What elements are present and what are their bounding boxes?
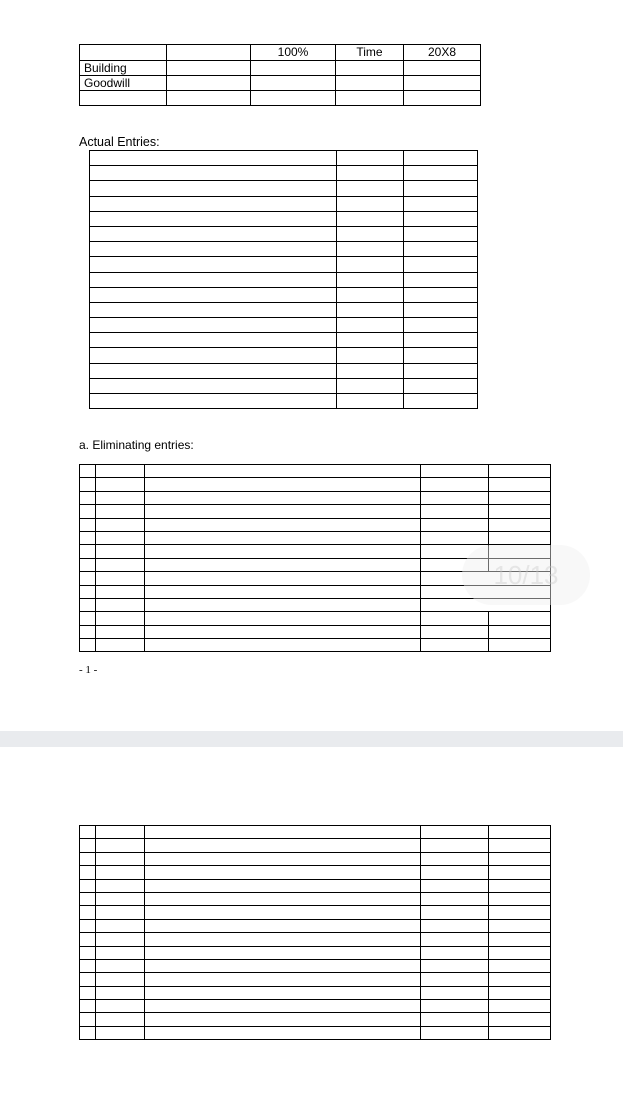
table-cell <box>96 572 145 585</box>
table-cell <box>80 866 96 879</box>
table-cell <box>90 151 337 166</box>
table-cell <box>337 242 404 257</box>
table-row <box>90 257 478 272</box>
header-100-percent: 100% <box>251 45 336 61</box>
table-row <box>90 226 478 241</box>
table-cell <box>80 598 96 611</box>
table-cell <box>145 625 421 638</box>
table-cell <box>404 181 478 196</box>
table-cell <box>421 933 489 946</box>
table-cell <box>404 363 478 378</box>
table-cell <box>90 242 337 257</box>
table-cell <box>145 1013 421 1026</box>
table-cell <box>90 378 337 393</box>
table-cell <box>145 1000 421 1013</box>
table-cell <box>80 933 96 946</box>
table-cell <box>90 257 337 272</box>
table-row <box>80 491 551 504</box>
table-cell <box>96 505 145 518</box>
table-cell <box>421 625 489 638</box>
table-cell <box>421 1000 489 1013</box>
table-cell <box>421 919 489 932</box>
table-cell <box>90 394 337 409</box>
table-cell <box>337 348 404 363</box>
table-cell <box>404 226 478 241</box>
table-row <box>90 272 478 287</box>
table-row <box>90 196 478 211</box>
table-row <box>80 478 551 491</box>
table-cell <box>145 839 421 852</box>
table-cell <box>404 333 478 348</box>
table-cell <box>145 639 421 652</box>
table-cell <box>96 518 145 531</box>
table-cell <box>421 826 489 839</box>
table-cell <box>145 906 421 919</box>
table-cell <box>80 852 96 865</box>
table-row <box>90 287 478 302</box>
table-cell <box>96 531 145 544</box>
table-cell <box>489 986 551 999</box>
table-cell <box>489 826 551 839</box>
table-cell <box>421 959 489 972</box>
table-row <box>80 933 551 946</box>
table-cell <box>96 879 145 892</box>
header-cell-1 <box>80 45 167 61</box>
table-cell <box>404 394 478 409</box>
table-cell <box>489 906 551 919</box>
table-cell <box>90 211 337 226</box>
summary-table <box>79 44 481 106</box>
table-cell <box>145 545 421 558</box>
table-cell <box>80 518 96 531</box>
table-cell <box>90 318 337 333</box>
table-cell <box>96 959 145 972</box>
table-cell <box>90 166 337 181</box>
table-row <box>80 879 551 892</box>
table-row <box>80 826 551 839</box>
table-row <box>80 906 551 919</box>
continued-entries-table <box>79 825 551 1040</box>
table-cell <box>489 879 551 892</box>
table-cell <box>421 531 489 544</box>
table-cell <box>80 491 96 504</box>
table-cell <box>404 287 478 302</box>
table-cell <box>80 839 96 852</box>
table-cell <box>96 1000 145 1013</box>
table-row <box>90 363 478 378</box>
table-cell <box>337 226 404 241</box>
table-cell <box>80 973 96 986</box>
table-cell <box>80 826 96 839</box>
table-row <box>80 465 551 478</box>
table-cell <box>489 959 551 972</box>
table-cell <box>337 287 404 302</box>
table-cell <box>96 919 145 932</box>
table-cell <box>96 946 145 959</box>
row-label-goodwill: Goodwill <box>80 76 167 91</box>
table-cell <box>337 272 404 287</box>
table-cell <box>337 257 404 272</box>
table-cell <box>80 1013 96 1026</box>
table-cell <box>96 839 145 852</box>
table-cell <box>421 1013 489 1026</box>
table-cell <box>145 531 421 544</box>
table-cell <box>404 318 478 333</box>
table-cell <box>145 585 421 598</box>
table-row <box>90 181 478 196</box>
table-cell <box>489 478 551 491</box>
table-cell <box>145 478 421 491</box>
table-row <box>80 1000 551 1013</box>
table-row <box>80 973 551 986</box>
table-cell <box>489 933 551 946</box>
table-cell <box>489 1000 551 1013</box>
table-cell <box>489 505 551 518</box>
table-cell <box>421 866 489 879</box>
table-cell <box>90 348 337 363</box>
table-cell <box>145 946 421 959</box>
table-cell <box>489 852 551 865</box>
table-cell <box>489 625 551 638</box>
table-cell <box>421 892 489 905</box>
table-cell <box>80 585 96 598</box>
table-cell <box>145 933 421 946</box>
table-cell <box>489 491 551 504</box>
table-cell <box>96 986 145 999</box>
table-cell <box>80 959 96 972</box>
table-cell <box>337 166 404 181</box>
table-cell <box>96 639 145 652</box>
table-cell <box>80 545 96 558</box>
table-cell <box>404 257 478 272</box>
table-cell <box>96 973 145 986</box>
table-cell <box>80 505 96 518</box>
table-cell <box>145 518 421 531</box>
table-cell <box>80 625 96 638</box>
table-row <box>80 986 551 999</box>
table-cell <box>489 639 551 652</box>
table-cell <box>80 639 96 652</box>
table-cell <box>90 181 337 196</box>
table-row <box>80 959 551 972</box>
table-cell <box>337 302 404 317</box>
table-cell <box>90 363 337 378</box>
header-time: Time <box>336 45 404 61</box>
table-cell <box>337 394 404 409</box>
table-row <box>80 639 551 652</box>
table-cell <box>404 151 478 166</box>
table-cell <box>145 558 421 571</box>
table-cell <box>96 933 145 946</box>
table-cell <box>337 151 404 166</box>
table-cell <box>421 639 489 652</box>
table-cell <box>404 211 478 226</box>
table-cell <box>80 478 96 491</box>
eliminating-entries-heading: a. Eliminating entries: <box>79 438 194 452</box>
table-cell <box>80 531 96 544</box>
table-row <box>90 378 478 393</box>
table-row <box>80 839 551 852</box>
table-cell <box>96 906 145 919</box>
table-cell <box>421 839 489 852</box>
table-cell <box>145 612 421 625</box>
table-cell <box>421 478 489 491</box>
table-cell <box>96 625 145 638</box>
table-row <box>80 866 551 879</box>
table-cell <box>489 946 551 959</box>
document-page-2 <box>0 747 623 1120</box>
table-row <box>80 1026 551 1039</box>
table-cell <box>421 879 489 892</box>
table-cell <box>489 465 551 478</box>
table-cell <box>90 302 337 317</box>
table-cell <box>404 348 478 363</box>
table-cell <box>145 973 421 986</box>
row-label-building: Building <box>80 61 167 76</box>
table-cell <box>337 318 404 333</box>
table-cell <box>489 892 551 905</box>
table-row <box>80 1013 551 1026</box>
table-row <box>80 946 551 959</box>
header-cell-2 <box>167 45 251 61</box>
table-cell <box>404 302 478 317</box>
table-row <box>90 394 478 409</box>
table-cell <box>145 892 421 905</box>
table-cell <box>96 465 145 478</box>
table-cell <box>80 1026 96 1039</box>
table-row <box>90 151 478 166</box>
table-cell <box>80 892 96 905</box>
page-separator <box>0 731 623 747</box>
table-cell <box>145 959 421 972</box>
table-cell <box>145 465 421 478</box>
table-cell <box>145 919 421 932</box>
table-cell <box>145 986 421 999</box>
table-cell <box>80 465 96 478</box>
table-cell <box>489 612 551 625</box>
table-cell <box>404 242 478 257</box>
table-cell <box>489 518 551 531</box>
table-cell <box>404 378 478 393</box>
table-cell <box>80 558 96 571</box>
table-cell <box>421 612 489 625</box>
table-cell <box>80 919 96 932</box>
table-cell <box>337 196 404 211</box>
header-20x8: 20X8 <box>404 45 481 61</box>
table-cell <box>80 572 96 585</box>
table-cell <box>421 973 489 986</box>
table-row <box>80 518 551 531</box>
table-cell <box>421 491 489 504</box>
table-cell <box>489 866 551 879</box>
table-row <box>90 348 478 363</box>
table-cell <box>421 505 489 518</box>
table-cell <box>90 196 337 211</box>
table-cell <box>96 478 145 491</box>
table-cell <box>421 1026 489 1039</box>
table-cell <box>80 906 96 919</box>
table-cell <box>337 378 404 393</box>
table-cell <box>489 973 551 986</box>
table-cell <box>404 272 478 287</box>
table-row <box>80 852 551 865</box>
table-row <box>90 333 478 348</box>
table-cell <box>96 1026 145 1039</box>
row-label-blank <box>80 91 167 106</box>
table-row <box>90 318 478 333</box>
page-number: - 1 - <box>79 664 98 676</box>
table-cell <box>489 839 551 852</box>
table-cell <box>421 518 489 531</box>
table-cell <box>96 598 145 611</box>
table-cell <box>96 866 145 879</box>
table-cell <box>489 1013 551 1026</box>
table-cell <box>96 558 145 571</box>
table-cell <box>96 892 145 905</box>
table-cell <box>145 826 421 839</box>
table-cell <box>421 906 489 919</box>
table-row <box>90 211 478 226</box>
table-row <box>80 612 551 625</box>
table-cell <box>96 585 145 598</box>
table-cell <box>489 531 551 544</box>
table-cell <box>80 986 96 999</box>
table-cell <box>404 196 478 211</box>
table-cell <box>404 166 478 181</box>
watermark: 10/13 <box>462 545 590 605</box>
table-cell <box>80 1000 96 1013</box>
table-cell <box>96 491 145 504</box>
table-cell <box>337 363 404 378</box>
actual-entries-heading: Actual Entries: <box>79 135 160 149</box>
table-cell <box>96 545 145 558</box>
table-cell <box>489 1026 551 1039</box>
table-cell <box>145 572 421 585</box>
table-cell <box>90 287 337 302</box>
table-cell <box>145 598 421 611</box>
table-cell <box>337 181 404 196</box>
table-cell <box>90 272 337 287</box>
table-cell <box>90 226 337 241</box>
table-cell <box>421 986 489 999</box>
table-cell <box>421 465 489 478</box>
table-cell <box>96 1013 145 1026</box>
table-cell <box>337 211 404 226</box>
table-cell <box>145 491 421 504</box>
table-cell <box>80 879 96 892</box>
table-row <box>80 531 551 544</box>
table-cell <box>90 333 337 348</box>
table-cell <box>80 946 96 959</box>
table-row <box>90 242 478 257</box>
table-cell <box>145 1026 421 1039</box>
table-cell <box>421 852 489 865</box>
table-cell <box>337 333 404 348</box>
table-cell <box>145 879 421 892</box>
table-row <box>80 625 551 638</box>
table-row <box>80 919 551 932</box>
table-cell <box>145 852 421 865</box>
table-cell <box>80 612 96 625</box>
actual-entries-table <box>89 150 478 409</box>
table-cell <box>145 866 421 879</box>
table-row <box>80 892 551 905</box>
table-row <box>90 166 478 181</box>
table-row <box>80 505 551 518</box>
table-cell <box>96 612 145 625</box>
table-cell <box>489 919 551 932</box>
table-cell <box>421 946 489 959</box>
table-cell <box>96 826 145 839</box>
table-row <box>90 302 478 317</box>
table-cell <box>145 505 421 518</box>
table-cell <box>96 852 145 865</box>
